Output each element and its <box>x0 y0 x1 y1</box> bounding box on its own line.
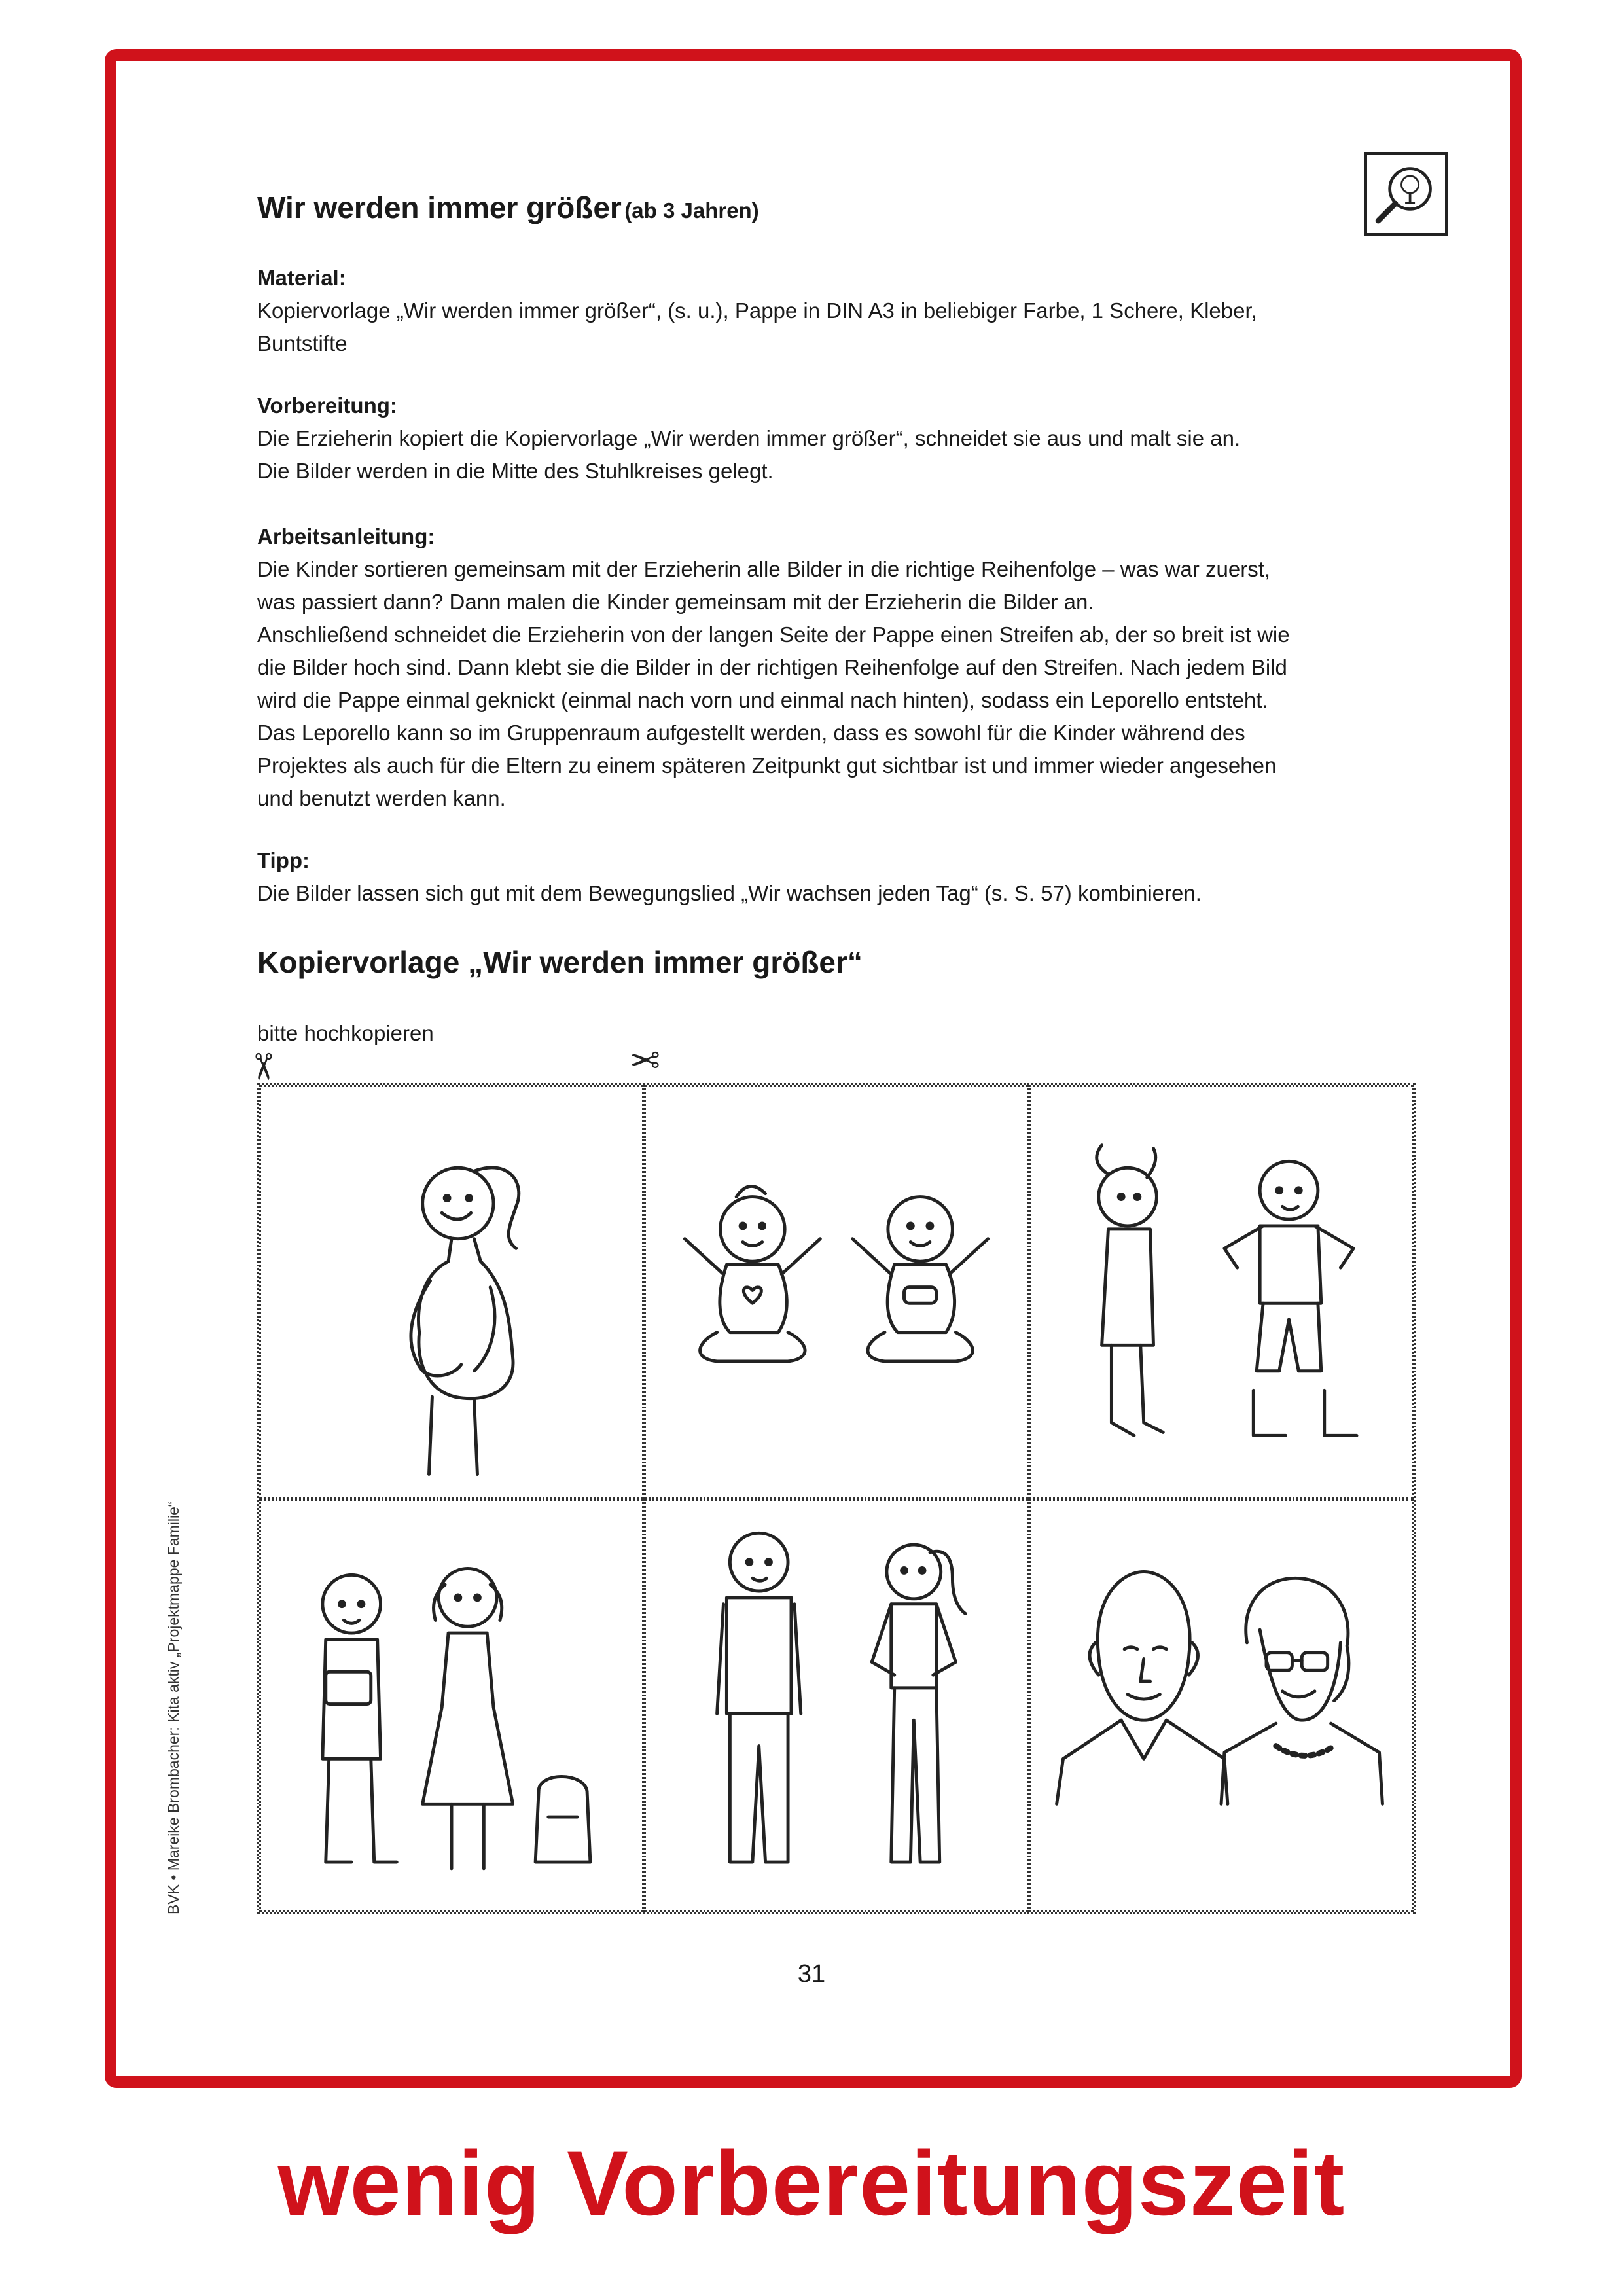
arbeitsanleitung-line: Das Leporello kann so im Gruppenraum aufgestellt werden, dass es sowohl für die Kinder während des <box>257 721 1245 745</box>
material-section <box>257 262 1402 360</box>
kopiervorlage-title: Kopiervorlage „Wir werden immer größer“ <box>257 945 863 979</box>
kopiervorlage-note: bitte hochkopieren <box>257 1021 434 1045</box>
material-heading: Material: <box>257 266 346 290</box>
arbeitsanleitung-line: Die Kinder sortieren gemeinsam mit der Erzieherin alle Bilder in die richtige Reihenfolge – was war zuerst, <box>257 557 1271 581</box>
material-line: Kopiervorlage „Wir werden immer größer“, (s. u.), Pappe in DIN A3 in beliebiger Farbe, 1 Schere, Kleber, <box>257 298 1257 323</box>
schoolchildren-illustration <box>259 1499 644 1912</box>
pregnant-woman-illustration <box>259 1085 644 1499</box>
tipp-section <box>257 844 1402 910</box>
grandparents-illustration <box>1029 1499 1414 1912</box>
tipp-heading: Tipp: <box>257 848 310 872</box>
vorbereitung-line: Die Bilder werden in die Mitte des Stuhlkreises gelegt. <box>257 459 774 483</box>
arbeitsanleitung-line: die Bilder hoch sind. Dann klebt sie die Bilder in der richtigen Reihenfolge auf den Streifen. Nach jedem Bild <box>257 655 1287 679</box>
arbeitsanleitung-line: Anschließend schneidet die Erzieherin von der langen Seite der Pappe einen Streifen ab, der so breit ist wie <box>257 622 1290 647</box>
arbeitsanleitung-line: wird die Pappe einmal geknickt (einmal nach vorn und einmal nach hinten), sodass ein Leporello entsteht. <box>257 688 1268 712</box>
babies-sitting-illustration <box>644 1085 1029 1499</box>
magnifier-tree-icon <box>1364 152 1448 236</box>
arbeitsanleitung-heading: Arbeitsanleitung: <box>257 524 435 548</box>
tipp-line: Die Bilder lassen sich gut mit dem Bewegungslied „Wir wachsen jeden Tag“ (s. S. 57) kombinieren. <box>257 881 1202 905</box>
page-number: 31 <box>797 1960 826 1988</box>
small-children-illustration <box>1029 1085 1414 1499</box>
scissors-icon: ✂ <box>630 1039 660 1080</box>
arbeitsanleitung-line: was passiert dann? Dann malen die Kinder gemeinsam mit der Erzieherin die Bilder an. <box>257 590 1094 614</box>
arbeitsanleitung-section <box>257 520 1402 815</box>
young-adults-illustration <box>644 1499 1029 1912</box>
vorbereitung-line: Die Erzieherin kopiert die Kopiervorlage „Wir werden immer größer“, schneidet sie aus und malt sie an. <box>257 426 1241 450</box>
scissors-icon: ✂ <box>242 1051 284 1083</box>
banner-text: wenig Vorbereitungszeit <box>277 2132 1346 2234</box>
material-line: Buntstifte <box>257 331 348 355</box>
age-note: (ab 3 Jahren) <box>624 198 759 223</box>
vorbereitung-section <box>257 389 1402 488</box>
page-title <box>257 190 759 225</box>
vorbereitung-heading: Vorbereitung: <box>257 393 397 418</box>
cutout-grid <box>257 1083 1416 1914</box>
title-text: Wir werden immer größer <box>257 190 622 224</box>
side-credit: BVK • Mareike Brombacher: Kita aktiv „Projektmappe Familie“ <box>165 1501 182 1914</box>
arbeitsanleitung-line: Projektes als auch für die Eltern zu einem späteren Zeitpunkt gut sichtbar ist und immer wieder angesehen <box>257 753 1277 778</box>
arbeitsanleitung-line: und benutzt werden kann. <box>257 786 506 810</box>
